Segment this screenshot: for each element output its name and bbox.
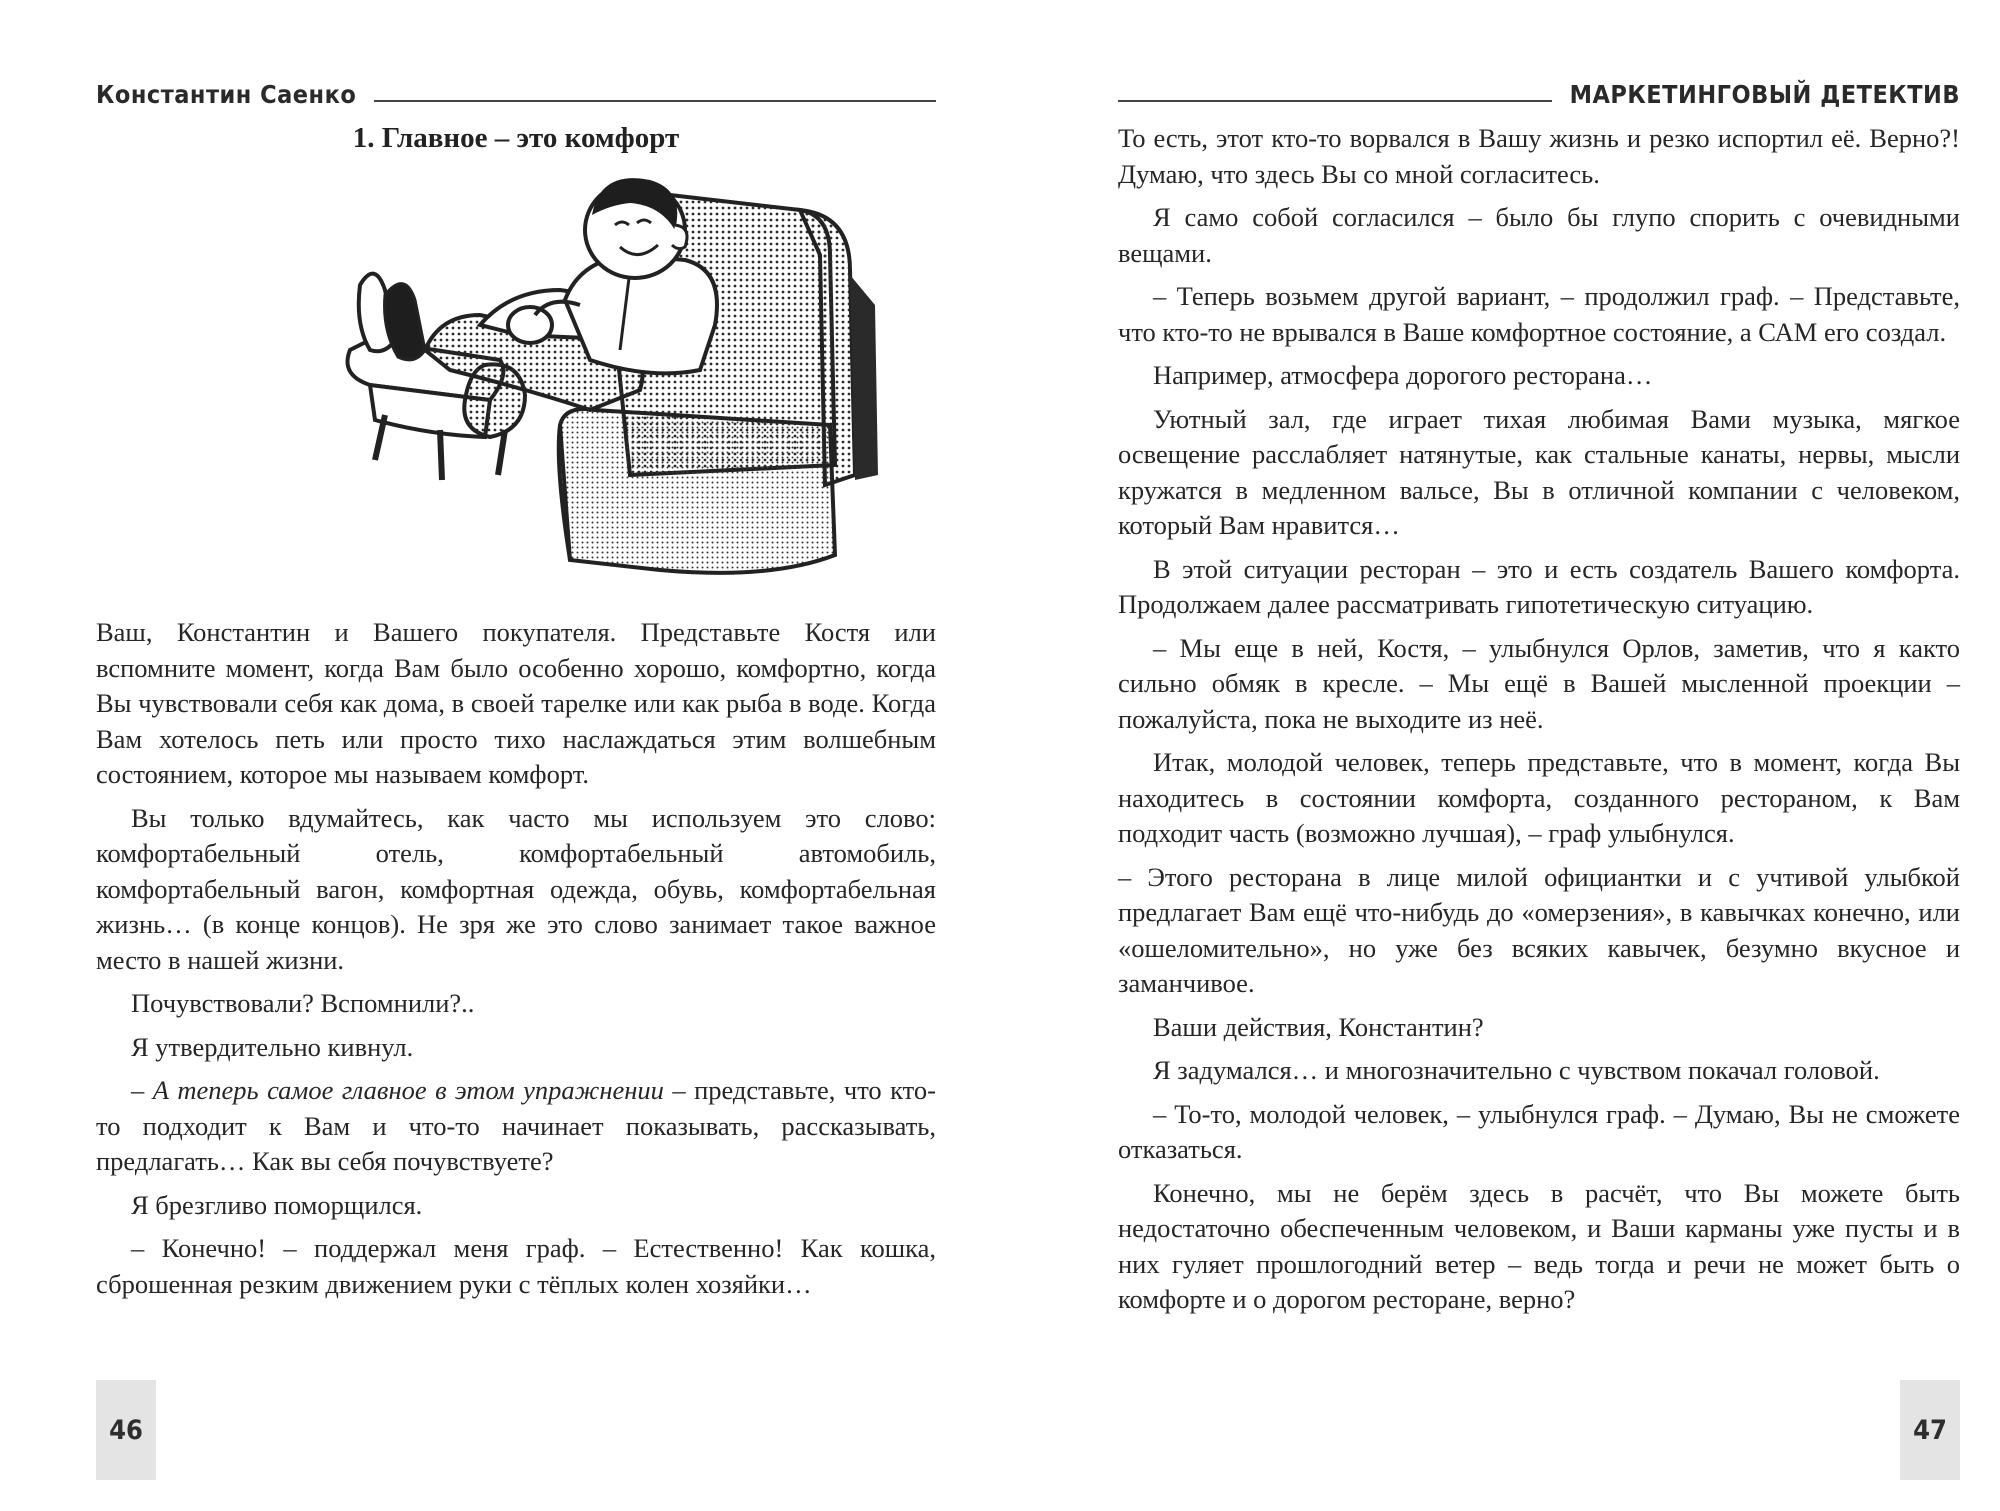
ottoman-leg — [440, 430, 442, 480]
paragraph: Почувствовали? Вспомнили?.. — [131, 988, 475, 1018]
paragraph: Например, атмосфера дорогого ресторана… — [1153, 360, 1653, 390]
paragraph: Я задумался… и многозначительно с чувством покачал головой. — [1153, 1055, 1880, 1085]
paragraph: Вы только вдумайтесь, как часто мы используем это слово: комфортабельный отель, комфортабельный автомобиль, комфортабельный вагон, комфортная одежда, обувь, комфортабельная жизнь… (в конце концов). Не зря же это слово занимает такое важное место в нашей жизни. — [96, 802, 936, 975]
paragraph: – Конечно! – поддержал меня граф. – Естественно! Как кошка, сброшенная резким движением руки с тёплых колен хозяйки… — [96, 1233, 936, 1299]
armchair-base — [560, 409, 835, 573]
paragraph-with-italic — [96, 1073, 936, 1180]
paragraph-rest: – представьте, что кто-то подходит к Вам и что-то начинает показывать, рассказывать, предлагать… Как вы себя почувствуете? — [96, 1075, 936, 1176]
paragraph: – Мы еще в ней, Костя, – улыбнулся Орлов, заметив, что я както сильно обмяк в кресле. – Мы ещё в Вашей мысленной проекции – пожалуйста, пока не выходите из неё. — [1118, 632, 1960, 734]
italic-phrase: – А теперь самое главное в этом упражнении — [131, 1075, 664, 1105]
left-page-text — [96, 615, 936, 1310]
paragraph: – Этого ресторана в лице милой официантки и с учтивой улыбкой предлагает Вам ещё что-нибудь до «омерзения», в кавычках конечно, или «ошеломительно», но уже без всяких кавычек, безумно вкусное и заманчивое. — [1118, 861, 1960, 998]
right-page-text — [1118, 121, 1960, 1326]
paragraph: Уютный зал, где играет тихая любимая Вами музыка, мягкое освещение расслабляет натянутые, как стальные канаты, нервы, мысли кружатся в медленном вальсе, Вы в отличной компании с человеком, который Вам нравится… — [1118, 403, 1960, 540]
header-rule — [374, 100, 936, 102]
running-head-title — [1118, 80, 1960, 109]
paragraph: Я утвердительно кивнул. — [131, 1031, 414, 1062]
paragraph: – То-то, молодой человек, – улыбнулся граф. – Думаю, Вы не сможете отказаться. — [1118, 1098, 1960, 1164]
man-in-armchair-illustration — [330, 175, 930, 600]
paragraph: Конечно, мы не берём здесь в расчёт, что Вы можете быть недостаточно обеспеченным человеком, и Ваши карманы уже пусты и в них гуляет прошлогодний ветер – ведь тогда и речи не может быть о комфорте и о дорогом ресторане, верно? — [1118, 1177, 1960, 1314]
paragraph: Ваши действия, Константин? — [1153, 1011, 1484, 1042]
running-head-author — [96, 80, 936, 109]
page-number: 46 — [96, 1380, 156, 1480]
paragraph: То есть, этот кто-то ворвался в Вашу жизнь и резко испортил её. Верно?! Думаю, что здесь Вы со мной согласитесь. — [1118, 123, 1960, 189]
chapter-title: 1. Главное – это комфорт — [352, 122, 680, 154]
paragraph: Я само собой согласился – было бы глупо спорить с очевидными вещами. — [1118, 202, 1960, 268]
paragraph: Я брезгливо поморщился. — [131, 1189, 423, 1220]
paragraph: – Теперь возьмем другой вариант, – продолжил граф. – Представьте, что кто-то не врывался в Ваше комфортное состояние, а САМ его создал. — [1118, 281, 1960, 347]
author-name: Константин Саенко — [96, 80, 357, 109]
header-rule — [1118, 100, 1552, 102]
paragraph: В этой ситуации ресторан – это и есть создатель Вашего комфорта. Продолжаем далее рассматривать гипотетическую ситуацию. — [1118, 553, 1960, 619]
page-number: 47 — [1900, 1380, 1960, 1480]
paragraph: Ваш, Константин и Вашего покупателя. Представьте Костя или вспомните момент, когда Вам было особенно хорошо, комфортно, когда Вы чувствовали себя как дома, в своей тарелке или как рыба в воде. Когда Вам хотелось петь или просто тихо наслаждаться этим волшебным состоянием, которое мы называем комфорт. — [96, 617, 936, 789]
paragraph: Итак, молодой человек, теперь представьте, что в момент, когда Вы находитесь в состоянии комфорта, созданного рестораном, к Вам подходит часть (возможно лучшая), – граф улыбнулся. — [1118, 747, 1960, 848]
right-page — [1000, 0, 2000, 1511]
ottoman-leg — [498, 430, 505, 475]
hand — [508, 307, 552, 343]
book-title: МАРКЕТИНГОВЫЙ ДЕТЕКТИВ — [1569, 80, 1960, 109]
